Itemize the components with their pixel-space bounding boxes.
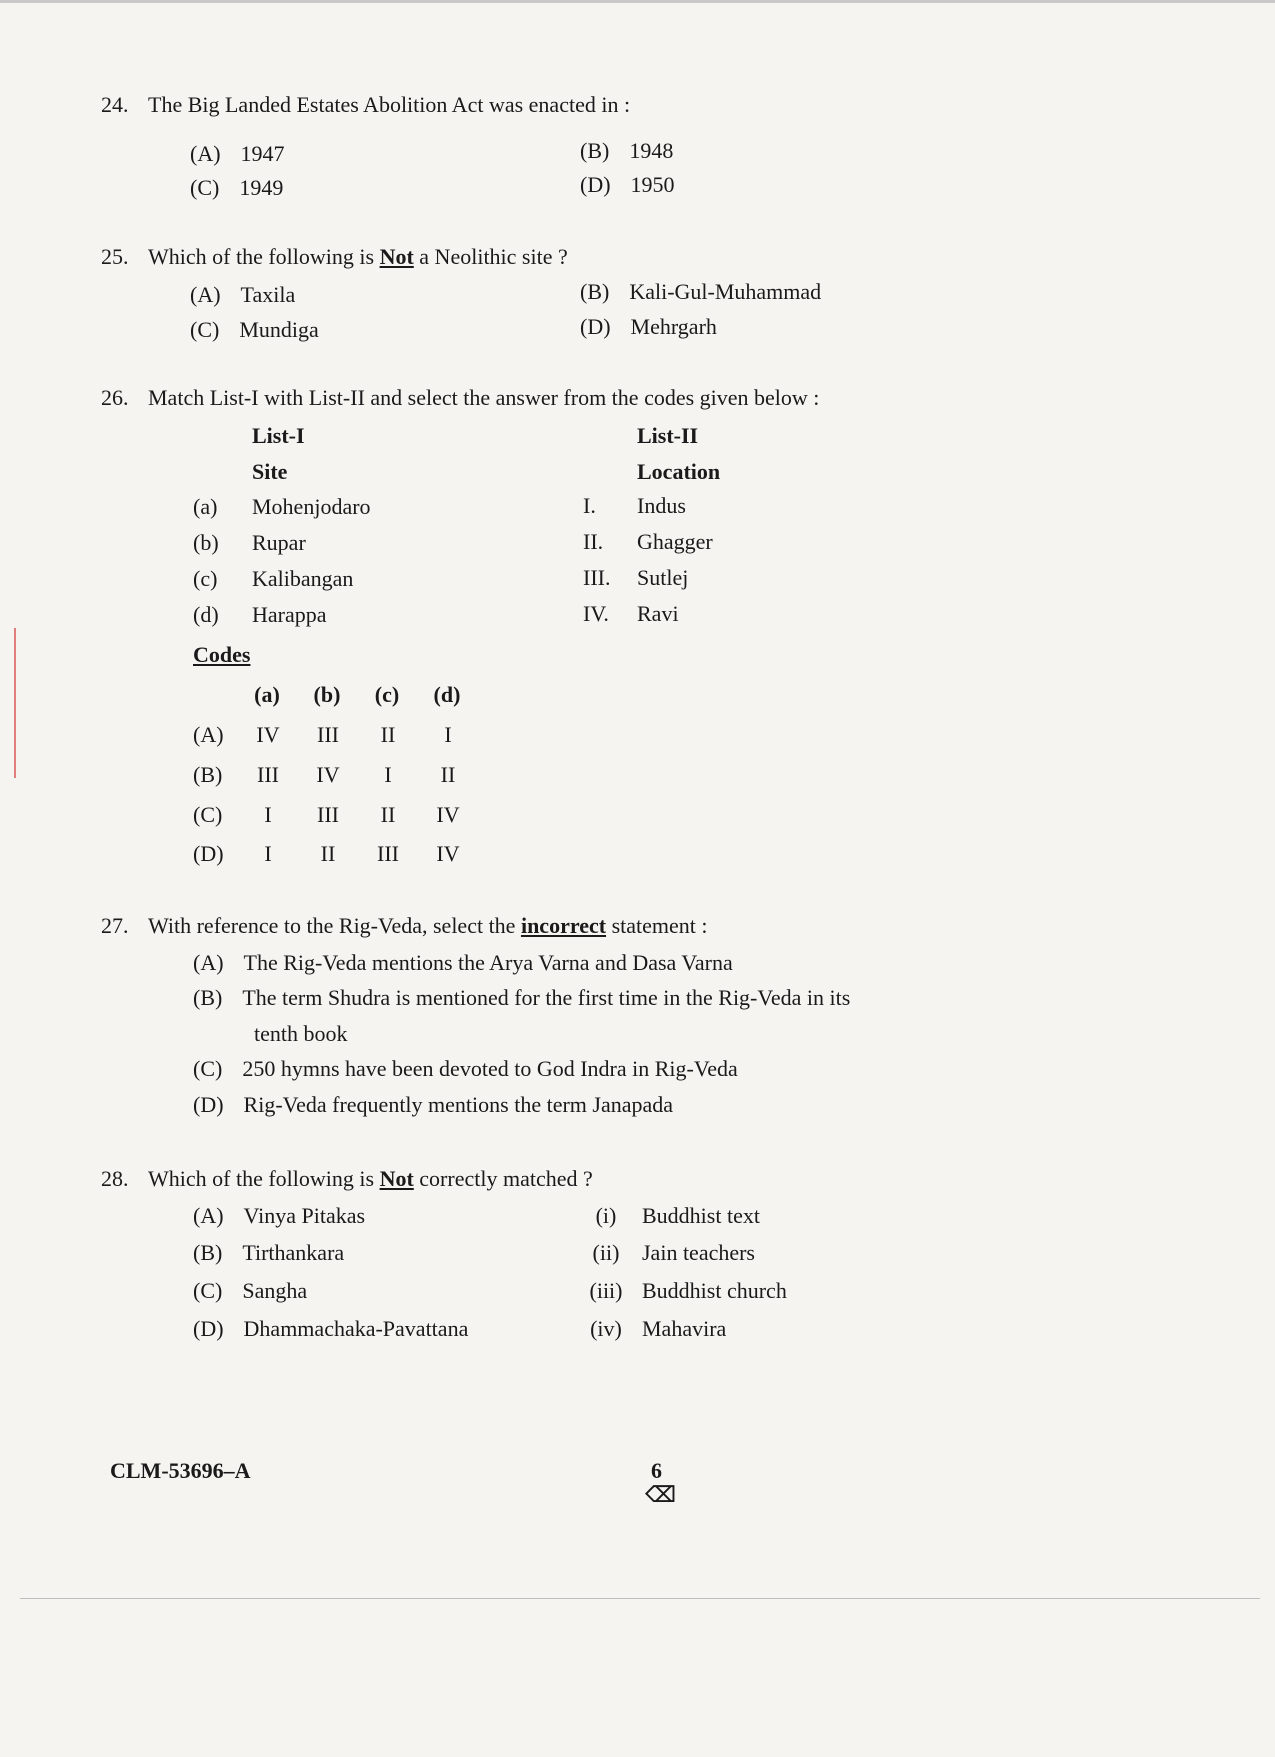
list1-item-text: Kalibangan — [252, 566, 354, 591]
question-text: Match List-I with List-II and select the answer from the codes given below : — [148, 385, 820, 410]
q25-option-d[interactable]: (D) Mehrgarh — [580, 314, 717, 339]
list2-item-text: Ravi — [637, 601, 679, 626]
question-24 — [101, 92, 630, 118]
q24-option-a[interactable]: (A) 1947 — [190, 141, 285, 166]
list1-item-text: Mohenjodaro — [252, 494, 371, 519]
list2-item-text: Indus — [637, 493, 686, 518]
q25-option-b[interactable]: (B) Kali-Gul-Muhammad — [580, 279, 822, 304]
list1-title: List-I — [252, 423, 305, 448]
turn-over-icon: ⌫ — [645, 1483, 677, 1508]
q28-option-b[interactable]: (B) Tirthankara — [193, 1240, 345, 1265]
list1-item: (a) — [193, 494, 218, 519]
emphasis-incorrect: incorrect — [520, 913, 607, 938]
list1-item-text: Harappa — [252, 602, 327, 627]
q28-match-ii: (ii) Jain teachers — [592, 1240, 755, 1265]
q28-match-iv: (iv) Mahavira — [590, 1316, 727, 1341]
codes-label: Codes — [193, 642, 251, 667]
emphasis-not: Not — [379, 244, 414, 269]
question-number: 26. — [101, 385, 129, 410]
question-number: 28. — [101, 1166, 129, 1191]
question-number: 25. — [101, 244, 129, 269]
bottom-edge-line — [20, 1598, 1260, 1599]
question-26 — [101, 385, 819, 411]
code-row-b[interactable]: (B) III IV I II — [193, 762, 456, 787]
list1-item: (c) — [193, 566, 218, 591]
question-number: 24. — [101, 92, 129, 117]
list1-item: (d) — [193, 602, 219, 627]
list2-title: List-II — [637, 423, 699, 448]
list2-item: I. — [583, 493, 596, 518]
q28-match-i: (i) Buddhist text — [595, 1203, 760, 1228]
code-col-header: (a) (b) (c) (d) — [254, 682, 461, 707]
margin-red-mark — [14, 628, 16, 778]
q27-option-b[interactable]: (B) The term Shudra is mentioned for the first time in the Rig-Veda in its — [193, 985, 851, 1010]
question-number: 27. — [101, 913, 129, 938]
question-25: 25. Which of the following is Not a Neolithic site ? — [101, 244, 568, 269]
q27-option-a[interactable]: (A) The Rig-Veda mentions the Arya Varna and Dasa Varna — [193, 950, 733, 975]
q28-match-iii: (iii) Buddhist church — [589, 1278, 787, 1303]
q24-option-d[interactable]: (D) 1950 — [580, 172, 675, 197]
q28-option-c[interactable]: (C) Sangha — [193, 1278, 308, 1303]
q27-option-c[interactable]: (C) 250 hymns have been devoted to God Indra in Rig-Veda — [193, 1056, 738, 1081]
list2-item: III. — [583, 565, 611, 590]
list2-item: IV. — [583, 601, 609, 626]
q25-option-c[interactable]: (C) Mundiga — [190, 317, 319, 342]
list1-subtitle: Site — [252, 459, 288, 484]
emphasis-not: Not — [379, 1166, 414, 1191]
list1-item-text: Rupar — [252, 530, 306, 555]
code-row-a[interactable]: (A) IV III II I — [193, 722, 452, 747]
list2-item-text: Sutlej — [637, 565, 689, 590]
list1-item: (b) — [193, 530, 219, 555]
paper-code: CLM-53696–A — [110, 1458, 251, 1483]
q28-option-a[interactable]: (A) Vinya Pitakas — [193, 1203, 366, 1228]
q25-option-a[interactable]: (A) Taxila — [190, 282, 296, 307]
top-edge-line — [0, 0, 1275, 3]
q24-option-c[interactable]: (C) 1949 — [190, 175, 284, 200]
list2-item-text: Ghagger — [637, 529, 713, 554]
q24-option-b[interactable]: (B) 1948 — [580, 138, 674, 163]
list2-item: II. — [583, 529, 604, 554]
q27-option-b-continued: tenth book — [254, 1021, 348, 1046]
question-text: The Big Landed Estates Abolition Act was enacted in : — [148, 92, 631, 117]
page-number: 6 — [651, 1458, 662, 1483]
code-row-d[interactable]: (D) I II III IV — [193, 841, 460, 866]
code-row-c[interactable]: (C) I III II IV — [193, 802, 460, 827]
question-28: 28. Which of the following is Not correctly matched ? — [101, 1166, 593, 1191]
q28-option-d[interactable]: (D) Dhammachaka-Pavattana — [193, 1316, 469, 1341]
q27-option-d[interactable]: (D) Rig-Veda frequently mentions the term Janapada — [193, 1092, 674, 1117]
question-27: 27. With reference to the Rig-Veda, select the incorrect statement : — [101, 913, 708, 938]
list2-subtitle: Location — [637, 459, 721, 484]
